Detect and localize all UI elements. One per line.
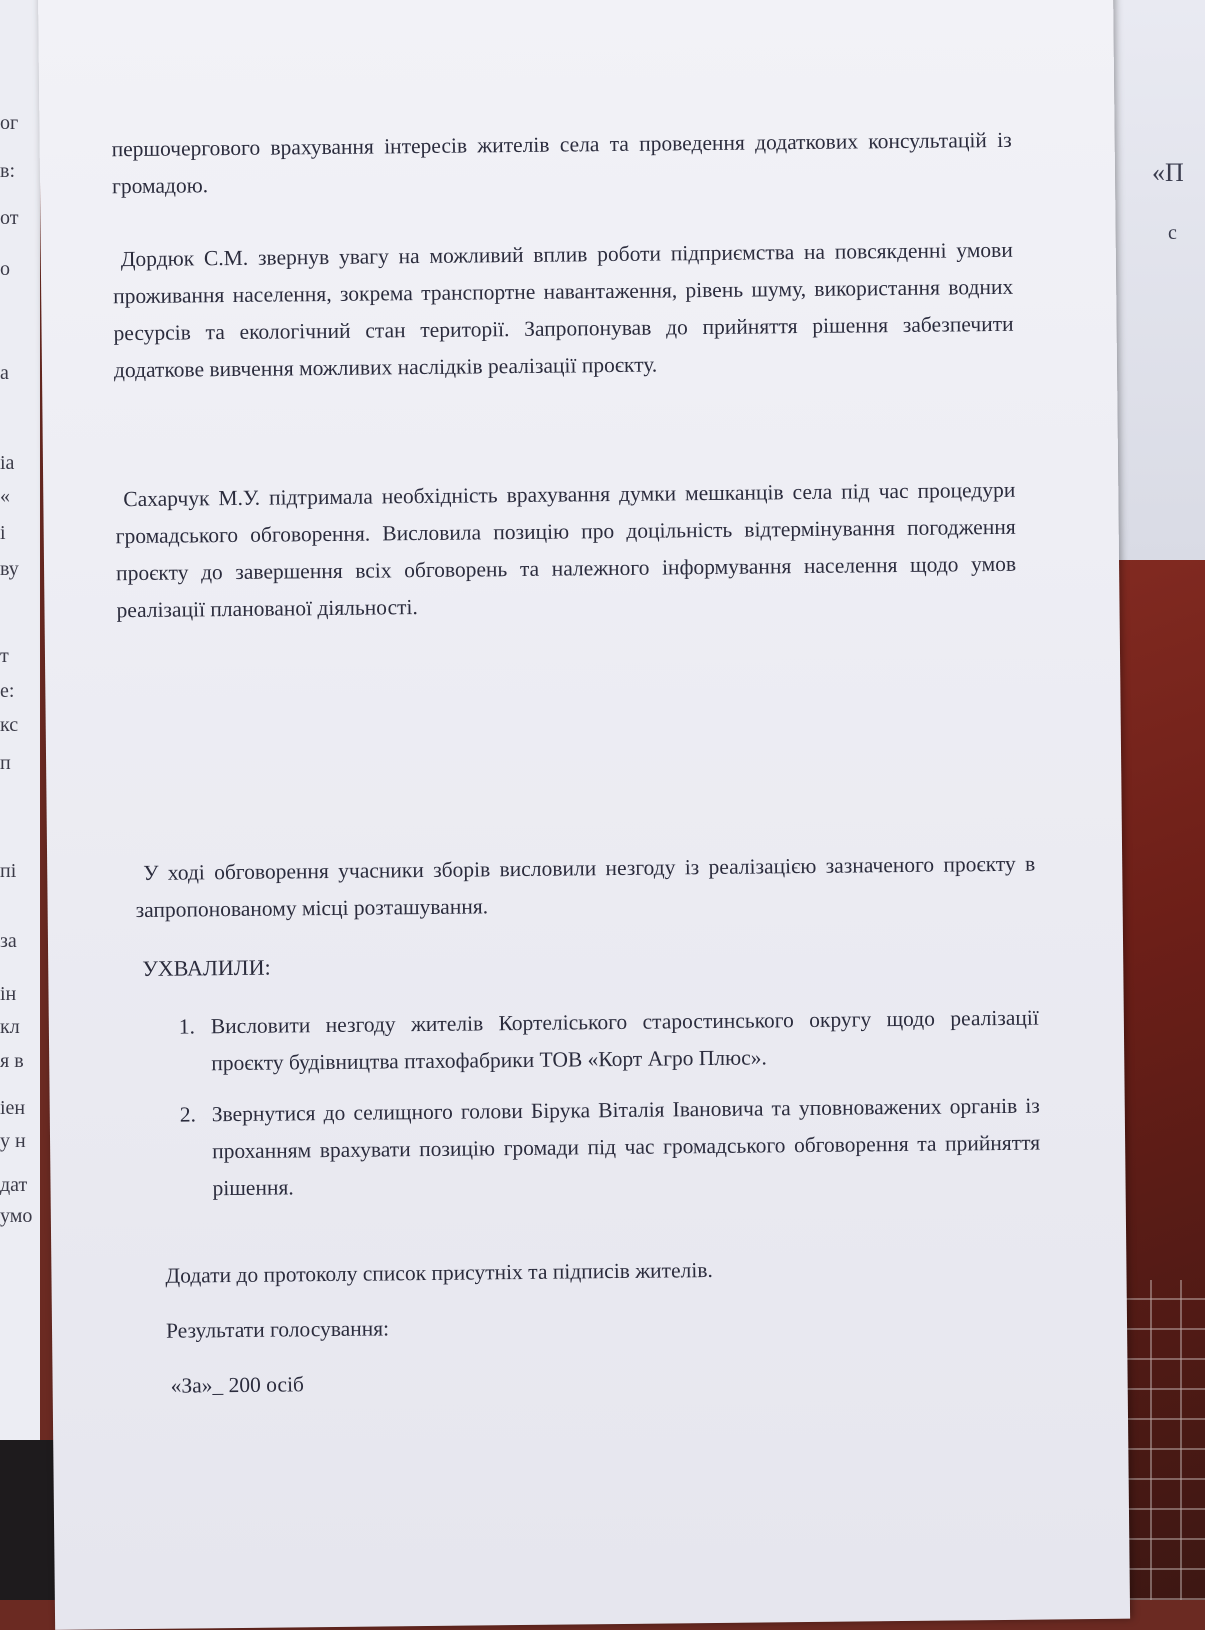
left-fragment: кс (0, 714, 19, 736)
resolution-item (180, 1088, 1041, 1208)
left-fragment: е: (0, 680, 15, 702)
paragraph-dordiuk: Дордюк С.М. звернув увагу на можливий вплив роботи підприємства на повсякденні умови проживання населення, зокрема транспортне навантаження, рівень шуму, використання водних ресурсів та екологічний стан території. Запропонував до прийняття рішення забезпечити додаткове вивчення можливих наслідків реалізації проєкту. (113, 237, 1014, 383)
resolution-list (179, 1000, 1041, 1222)
resolution-text: Звернутися до селищного голови Бірука Віталія Івановича та уповноважених органів із проханням врахувати позицію громади під час громадського обговорення та прийняття рішення. (211, 1093, 1041, 1201)
left-fragment: от (0, 207, 19, 229)
left-fragment: умо (0, 1205, 33, 1227)
vote-for: «За»_ 200 осіб (170, 1372, 305, 1398)
attachment-note: Додати до протоколу список присутніх та підписів жителів. (165, 1258, 713, 1288)
left-fragment: ог (0, 112, 19, 134)
paragraph-discussion: У ході обговорення учасники зборів висловили незгоду із реалізацією зазначеного проєкту в запропонованому місці розташування. (135, 851, 1036, 923)
left-fragment: а (0, 362, 9, 384)
resolution-text: Висловити незгоду жителів Кортеліського старостинського округу щодо реалізації проєкту будівництва птахофабрики ТОВ «Корт Агро Плюс». (210, 1005, 1039, 1076)
right-fragment: с (1168, 222, 1177, 244)
left-fragment: ін (0, 983, 17, 1005)
left-fragment: п (0, 752, 11, 774)
left-fragment: ву (0, 558, 19, 580)
background-cutting-mat (1120, 1280, 1205, 1600)
left-fragment: я в (0, 1050, 24, 1072)
left-fragment: у н (0, 1130, 26, 1152)
left-fragment: за (0, 930, 17, 952)
left-fragment: в: (0, 160, 15, 182)
resolution-number: 1. (178, 1014, 196, 1039)
resolution-heading: УХВАЛИЛИ: (142, 954, 271, 981)
left-fragment: іен (0, 1097, 26, 1119)
resolution-item (179, 1000, 1040, 1083)
resolution-number: 2. (179, 1102, 197, 1127)
vote-heading: Результати голосування: (165, 1316, 390, 1343)
left-fragment: іа (0, 452, 15, 474)
document-page (38, 0, 1130, 1630)
left-fragment: о (0, 258, 10, 280)
left-fragment: дат (0, 1174, 28, 1196)
left-fragment: « (0, 485, 10, 507)
paragraph-continuation: першочергового врахування інтересів жителів села та проведення додаткових консультацій із громадою. (111, 127, 1012, 199)
left-fragment: і (0, 522, 6, 544)
left-fragment: пі (0, 860, 17, 882)
paragraph-sakharchuk: Сахарчук М.У. підтримала необхідність врахування думки мешканців села під час процедури громадського обговорення. Висловила позицію про доцільність відтермінування погодження проєкту до завершення всіх обговорень та належного інформування населення щодо умов реалізації планованої діяльності. (115, 477, 1017, 623)
left-fragment: т (0, 645, 9, 667)
right-fragment: «П (1152, 158, 1184, 187)
left-page-text-fragments (0, 0, 40, 1600)
left-fragment: кл (0, 1016, 20, 1038)
